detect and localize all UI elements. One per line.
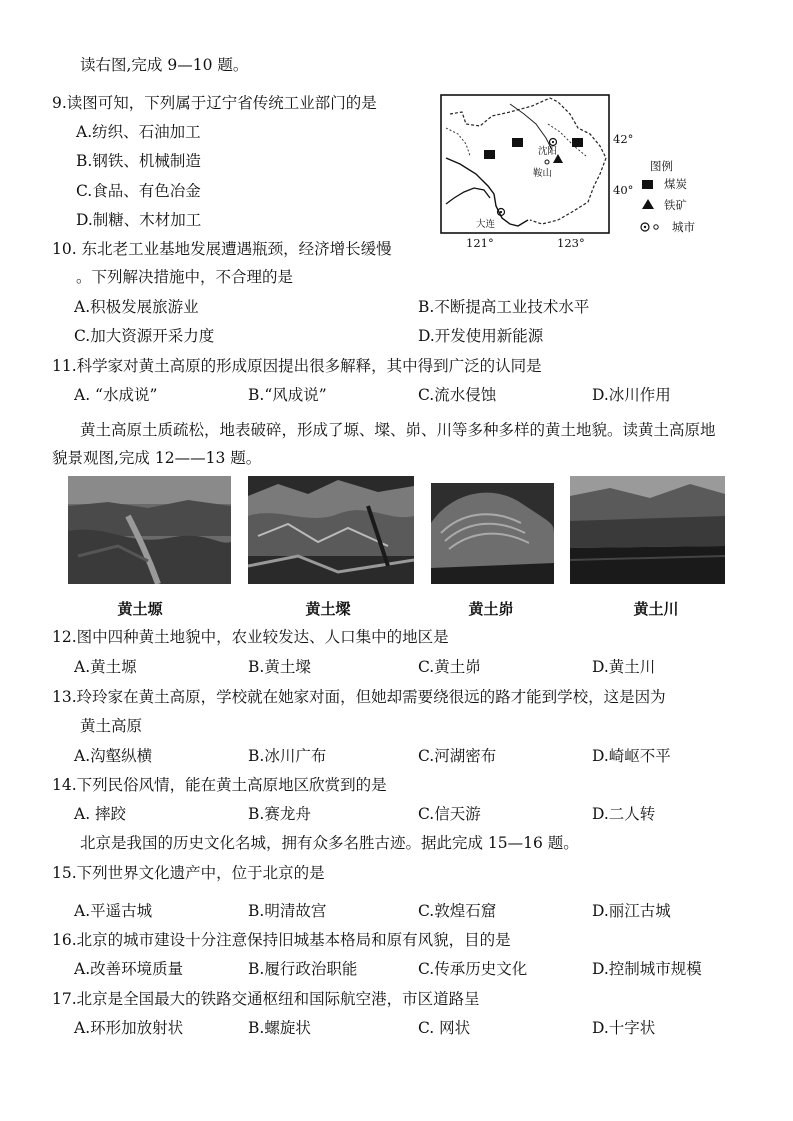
question-13-option-a: A.沟壑纵横 [74, 747, 153, 765]
question-15-option-c: C.敦煌石窟 [418, 902, 497, 920]
question-13-stem-line2: 黄土高原 [80, 717, 143, 735]
question-10-option-a: A.积极发展旅游业 [74, 298, 199, 316]
coal-marker [512, 138, 523, 147]
question-11-option-d: D.冰川作用 [592, 386, 671, 404]
question-11-option-b: B.“风成说” [248, 386, 327, 404]
map-legend-coal: 煤炭 [664, 177, 687, 191]
question-17-option-d: D.十字状 [592, 1019, 656, 1037]
question-15-option-d: D.丽江古城 [592, 902, 671, 920]
map-lat-top: 42° [613, 132, 634, 146]
photo-loess-hill [431, 483, 554, 584]
question-12-option-d: D.黄土川 [592, 658, 656, 676]
coal-marker [572, 138, 583, 147]
question-14-stem: 14.下列民俗风情，能在黄土高原地区欣赏到的是 [52, 776, 387, 794]
intro-9-10: 读右图,完成 9—10 题。 [80, 56, 249, 74]
question-13-stem-line1: 13.玲玲家在黄土高原，学校就在她家对面，但她却需要绕很远的路才能到学校，这是因为 [52, 688, 666, 706]
question-12-option-b: B.黄土墚 [248, 658, 311, 676]
map-legend-title: 图例 [650, 159, 673, 173]
photo-label-valley: 黄土川 [633, 600, 679, 618]
question-15-option-b: B.明清故宫 [248, 902, 327, 920]
map-label-dalian: 大连 [476, 219, 496, 230]
question-14-option-d: D.二人转 [592, 805, 656, 823]
question-9-option-c: C.食品、有色冶金 [76, 182, 201, 200]
intro-12-13-line2: 貌景观图,完成 12——13 题。 [52, 449, 262, 467]
photo-label-tableland: 黄土塬 [117, 600, 163, 618]
question-17-option-c: C. 网状 [418, 1019, 471, 1037]
coal-marker [484, 150, 495, 159]
map-legend-iron: 铁矿 [664, 198, 687, 212]
photo-loess-valley [570, 476, 725, 584]
question-16-option-a: A.改善环境质量 [74, 960, 184, 978]
question-17-option-b: B.螺旋状 [248, 1019, 311, 1037]
photo-label-hill: 黄土峁 [468, 600, 514, 618]
intro-12-13-line1: 黄土高原土质疏松，地表破碎，形成了塬、墚、峁、川等多种多样的黄土地貌。读黄土高原地 [80, 421, 716, 439]
question-10-option-c: C.加大资源开采力度 [74, 327, 215, 345]
question-12-stem: 12.图中四种黄土地貌中，农业较发达、人口集中的地区是 [52, 628, 449, 646]
question-10-option-b: B.不断提高工业技术水平 [418, 298, 590, 316]
question-14-option-c: C.信天游 [418, 805, 481, 823]
question-13-option-d: D.崎岖不平 [592, 747, 671, 765]
legend-iron-icon [642, 199, 654, 210]
question-11-option-a: A. “水成说” [74, 386, 158, 404]
question-9-option-d: D.制糖、木材加工 [76, 211, 202, 229]
photo-loess-tableland [68, 476, 231, 584]
question-12-option-a: A.黄土塬 [74, 658, 137, 676]
question-16-option-d: D.控制城市规模 [592, 960, 702, 978]
legend-city-icon [640, 222, 662, 232]
question-17-stem: 17.北京是全国最大的铁路交通枢纽和国际航空港，市区道路呈 [52, 990, 480, 1008]
question-14-option-b: B.赛龙舟 [248, 805, 311, 823]
map-lon-right: 123° [557, 236, 585, 250]
photo-label-ridge: 黄土墚 [305, 600, 351, 618]
liaoning-map [440, 94, 610, 234]
question-13-option-c: C.河湖密布 [418, 747, 497, 765]
question-9-option-b: B.钢铁、机械制造 [76, 152, 201, 170]
question-15-stem: 15.下列世界文化遗产中，位于北京的是 [52, 864, 325, 882]
map-lon-left: 121° [466, 236, 494, 250]
question-14-option-a: A. 摔跤 [74, 805, 127, 823]
map-legend-city: 城市 [672, 220, 695, 234]
map-lat-bottom: 40° [613, 183, 634, 197]
question-16-option-b: B.履行政治职能 [248, 960, 358, 978]
question-11-option-c: C.流水侵蚀 [418, 386, 497, 404]
question-10-stem-line1: 10. 东北老工业基地发展遭遇瓶颈，经济增长缓慢 [52, 240, 392, 258]
legend-coal-icon [642, 180, 653, 189]
question-12-option-c: C.黄土峁 [418, 658, 481, 676]
question-9-option-a: A.纺织、石油加工 [76, 123, 201, 141]
question-16-stem: 16.北京的城市建设十分注意保持旧城基本格局和原有风貌，目的是 [52, 931, 511, 949]
question-9-stem: 9.读图可知，下列属于辽宁省传统工业部门的是 [52, 94, 377, 112]
question-13-option-b: B.冰川广布 [248, 747, 327, 765]
photo-loess-ridge [248, 476, 414, 584]
question-15-option-a: A.平遥古城 [74, 902, 153, 920]
question-17-option-a: A.环形加放射状 [74, 1019, 184, 1037]
map-label-shenyang: 沈阳 [538, 146, 558, 157]
question-10-option-d: D.开发使用新能源 [418, 327, 544, 345]
question-16-option-c: C.传承历史文化 [418, 960, 528, 978]
intro-15-16: 北京是我国的历史文化名城，拥有众多名胜古迹。据此完成 15—16 题。 [80, 834, 579, 852]
question-11-stem: 11.科学家对黄土高原的形成原因提出很多解释，其中得到广泛的认同是 [52, 357, 542, 375]
question-10-stem-line2: 。下列解决措施中，不合理的是 [76, 268, 294, 286]
map-label-anshan: 鞍山 [533, 168, 553, 179]
